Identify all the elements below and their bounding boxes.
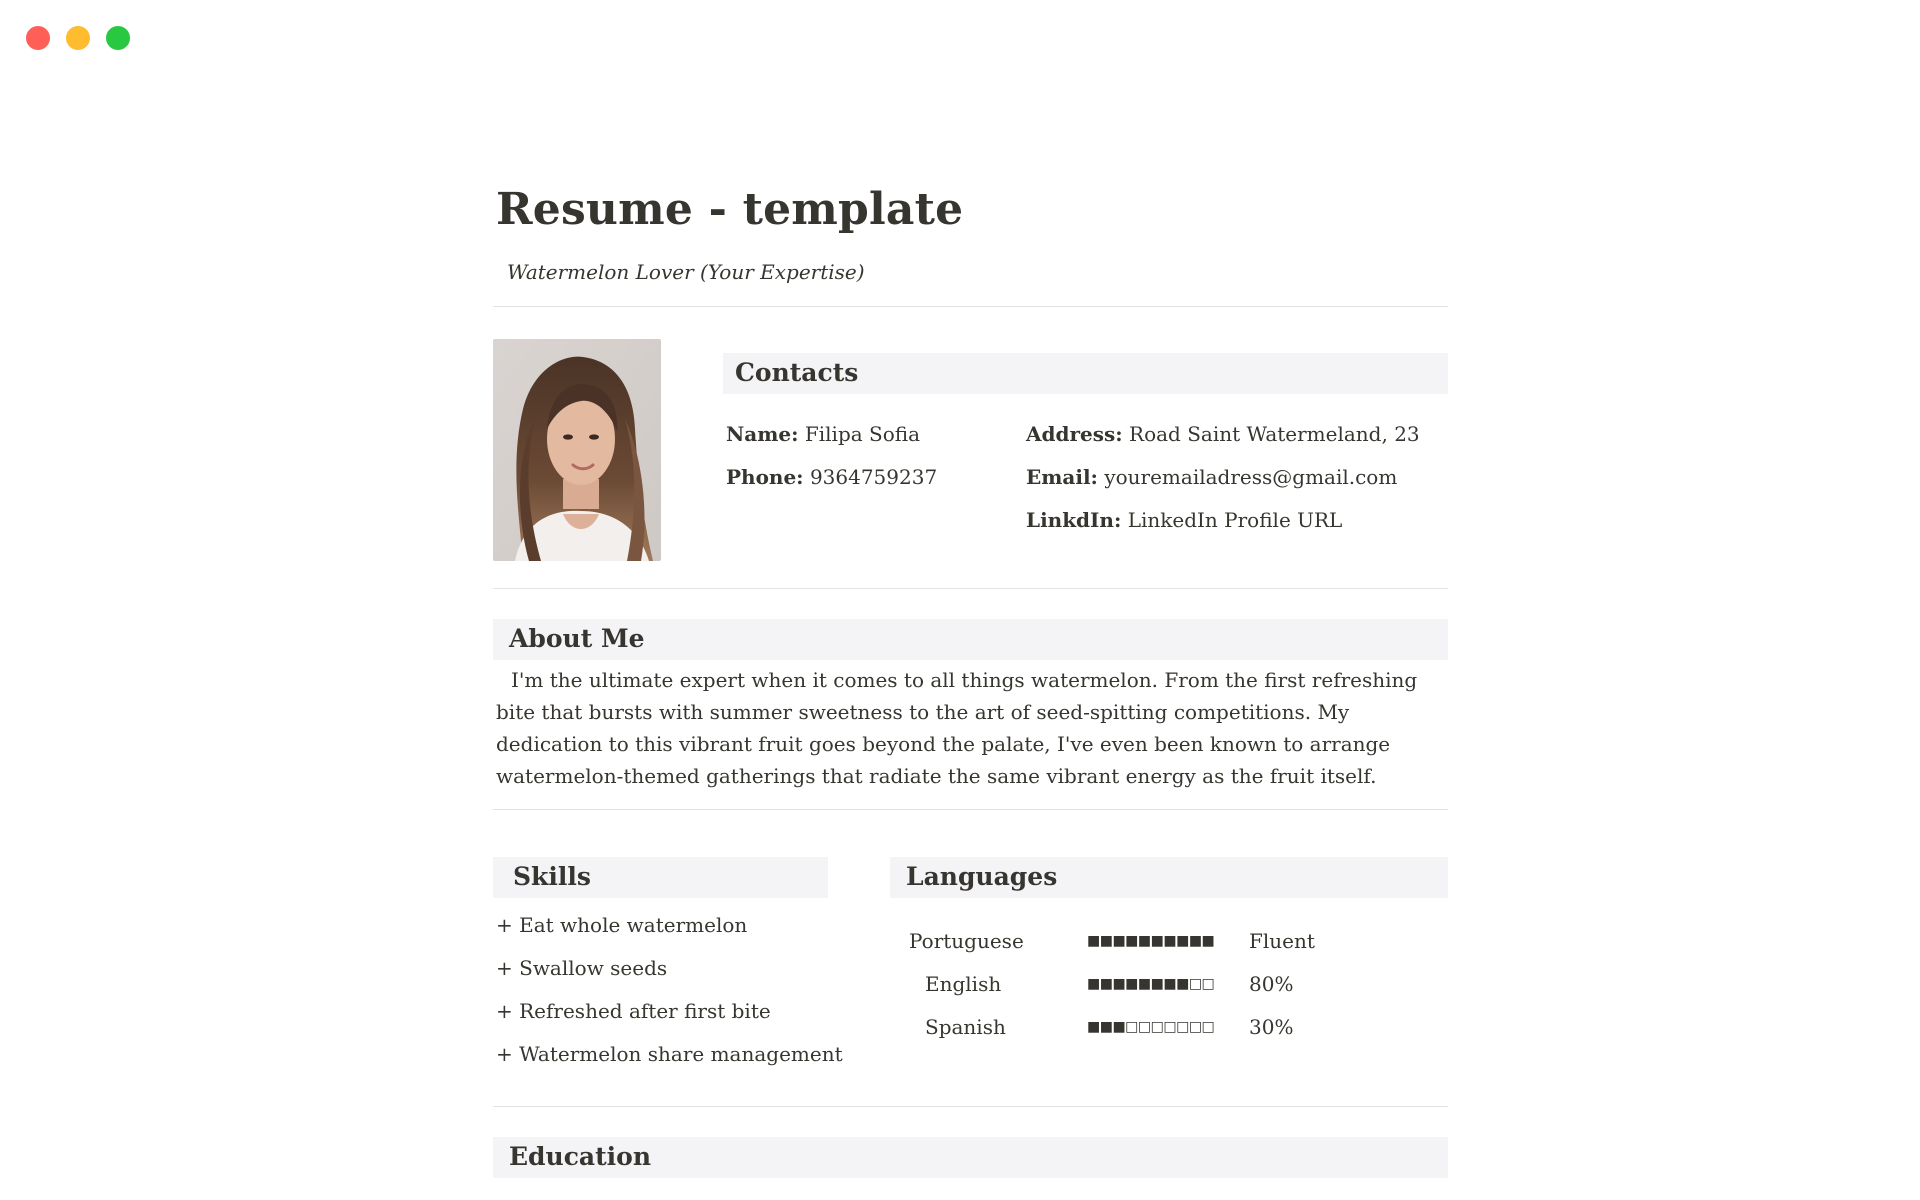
table-row bbox=[890, 921, 1448, 964]
list-item: + Refreshed after first bite bbox=[496, 999, 771, 1023]
contact-value: 9364759237 bbox=[809, 465, 938, 489]
table-row bbox=[890, 1007, 1448, 1050]
skills-heading: Skills bbox=[493, 857, 828, 898]
language-level-bar: ■■■■■■■■■■ bbox=[1087, 933, 1215, 949]
languages-section bbox=[890, 857, 1448, 1076]
contact-address bbox=[1026, 414, 1420, 457]
contacts-right-column bbox=[1026, 414, 1420, 543]
contact-label: LinkdIn: bbox=[1026, 508, 1122, 532]
page-subtitle: Watermelon Lover (Your Expertise) bbox=[507, 260, 865, 284]
table-row bbox=[890, 964, 1448, 1007]
contact-value: Road Saint Watermeland, 23 bbox=[1129, 422, 1420, 446]
language-name: Portuguese bbox=[909, 929, 1024, 953]
list-item: + Eat whole watermelon bbox=[496, 913, 748, 937]
skills-list bbox=[496, 904, 843, 1076]
about-section bbox=[493, 619, 1448, 792]
contact-linkedin bbox=[1026, 500, 1420, 543]
language-level-bar: ■■■□□□□□□□ bbox=[1087, 1019, 1215, 1035]
contact-value[interactable]: youremailadress@gmail.com bbox=[1104, 465, 1398, 489]
contact-label: Address: bbox=[1026, 422, 1123, 446]
divider bbox=[493, 588, 1448, 589]
contact-value[interactable]: LinkedIn Profile URL bbox=[1127, 508, 1343, 532]
resume-page bbox=[493, 180, 1448, 1178]
about-text: I'm the ultimate expert when it comes to all things watermelon. From the first refreshing bite that bursts with summer sweetness to the art of seed-spitting competitions. My dedication to this vibrant fruit goes beyond the palate, I've even been known to arrange watermelon-themed gatherings that radiate the same vibrant energy as the fruit itself. bbox=[496, 668, 1418, 788]
contact-value: Filipa Sofia bbox=[804, 422, 921, 446]
list-item: + Swallow seeds bbox=[496, 956, 668, 980]
window-controls bbox=[26, 26, 130, 50]
education-section bbox=[493, 1137, 1448, 1178]
skills-section bbox=[493, 857, 843, 1076]
education-heading: Education bbox=[493, 1137, 1448, 1178]
language-name: English bbox=[925, 972, 1002, 996]
contact-label: Phone: bbox=[726, 465, 804, 489]
language-level: Fluent bbox=[1249, 929, 1315, 953]
contact-email bbox=[1026, 457, 1420, 500]
language-level: 80% bbox=[1249, 972, 1294, 996]
contact-label: Name: bbox=[726, 422, 799, 446]
contact-name bbox=[726, 414, 1026, 457]
about-heading: About Me bbox=[493, 619, 1448, 660]
close-window-button[interactable] bbox=[26, 26, 50, 50]
profile-photo[interactable] bbox=[493, 339, 661, 561]
contacts-grid bbox=[723, 414, 1448, 543]
languages-heading: Languages bbox=[890, 857, 1448, 898]
divider bbox=[493, 809, 1448, 810]
list-item: + Watermelon share management bbox=[496, 1042, 843, 1066]
contact-label: Email: bbox=[1026, 465, 1098, 489]
language-level: 30% bbox=[1249, 1015, 1294, 1039]
page-title: Resume - template bbox=[496, 184, 964, 235]
contacts-left-column bbox=[723, 414, 1026, 543]
maximize-window-button[interactable] bbox=[106, 26, 130, 50]
profile-row bbox=[493, 339, 1448, 561]
language-level-bar: ■■■■■■■■□□ bbox=[1087, 976, 1215, 992]
languages-table bbox=[890, 921, 1448, 1050]
skills-languages-row bbox=[493, 857, 1448, 1076]
divider bbox=[493, 306, 1448, 307]
language-name: Spanish bbox=[925, 1015, 1006, 1039]
contact-phone bbox=[726, 457, 1026, 500]
minimize-window-button[interactable] bbox=[66, 26, 90, 50]
contacts-heading: Contacts bbox=[723, 353, 1448, 394]
contacts-section bbox=[723, 353, 1448, 561]
divider bbox=[493, 1106, 1448, 1107]
